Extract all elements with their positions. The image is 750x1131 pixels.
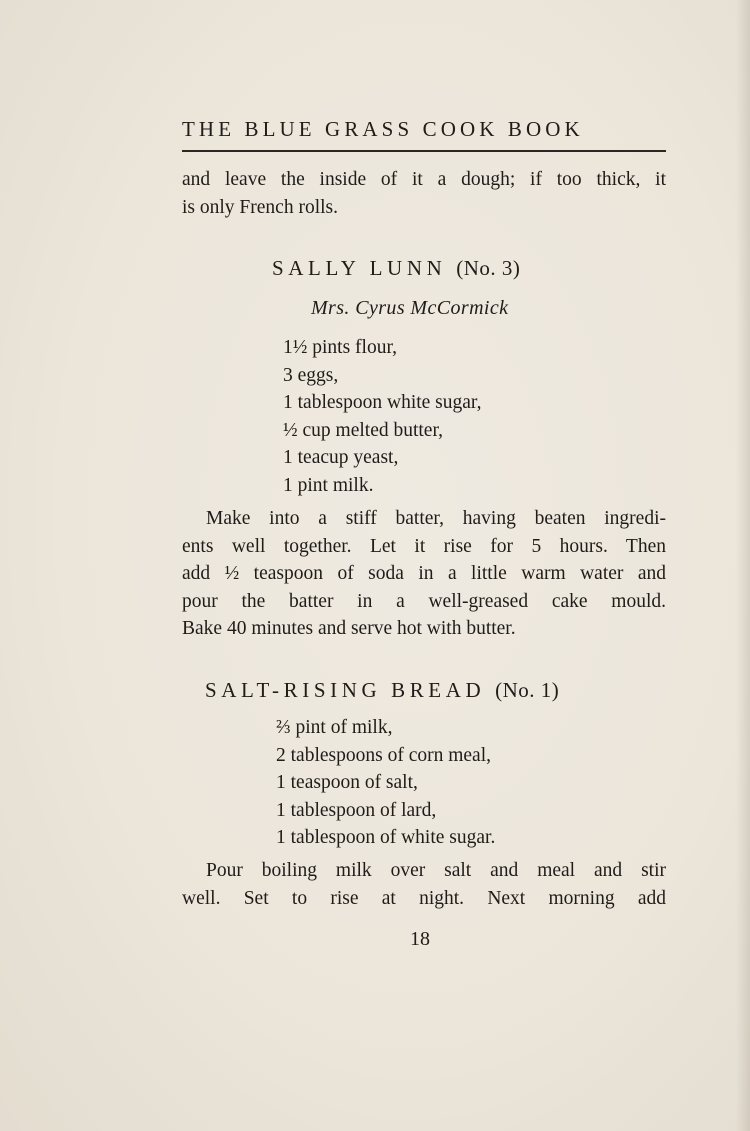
ingredient-qty: 2	[276, 744, 286, 766]
ingredient-qty: 1	[283, 447, 293, 468]
ingredient-text: pints flour,	[312, 337, 398, 358]
ingredient-item	[276, 714, 495, 742]
page-number: 18	[410, 928, 430, 950]
ingredient-list-sally-lunn	[283, 334, 482, 499]
ingredient-text: eggs,	[297, 364, 339, 386]
ingredient-qty: 1½	[283, 337, 308, 358]
ingredient-qty: 1	[276, 799, 286, 821]
ingredient-qty: 1	[283, 474, 293, 496]
ingredient-text: tablespoon of lard,	[290, 799, 437, 821]
intro-paragraph	[182, 166, 666, 221]
ingredient-item	[276, 742, 495, 770]
ingredient-item	[283, 362, 482, 390]
ingredient-text: cup melted butter,	[302, 419, 444, 441]
ingredient-qty: 1	[283, 392, 293, 413]
ingredient-text: tablespoon of white sugar.	[290, 827, 496, 848]
ingredient-item	[283, 444, 482, 472]
intro-line: is only French rolls.	[182, 196, 338, 218]
method-line: pour the batter in a well-greased cake mould.	[182, 590, 666, 612]
ingredient-item	[283, 389, 482, 417]
ingredient-text: pint milk.	[297, 474, 374, 496]
method-paragraph-salt-rising-bread	[182, 857, 666, 912]
ingredient-item	[276, 797, 495, 825]
ingredient-qty: 3	[283, 364, 293, 386]
ingredient-item	[283, 334, 482, 362]
ingredient-item	[283, 472, 482, 500]
running-head: THE BLUE GRASS COOK BOOK	[182, 117, 584, 141]
ingredient-item	[283, 417, 482, 445]
ingredient-list-salt-rising-bread	[276, 714, 495, 852]
method-line: Bake 40 minutes and serve hot with butter.	[182, 618, 516, 639]
ingredient-text: tablespoons of corn meal,	[290, 744, 491, 766]
ingredient-text: teaspoon of salt,	[290, 772, 418, 793]
ingredient-qty: 1	[276, 772, 286, 793]
recipe-title-text: SALT-RISING BREAD	[205, 678, 486, 702]
recipe-title-text: SALLY LUNN	[272, 256, 447, 280]
ingredient-qty: ⅔	[276, 717, 291, 738]
method-line: ents well together. Let it rise for 5 hours. Then	[182, 535, 666, 557]
ingredient-qty: ½	[283, 419, 298, 441]
ingredient-text: teacup yeast,	[297, 447, 399, 468]
page-edge-shadow	[736, 0, 750, 1131]
method-paragraph-sally-lunn	[182, 505, 666, 643]
recipe-title-sally-lunn	[272, 256, 520, 281]
ingredient-text: tablespoon white sugar,	[297, 392, 482, 413]
recipe-title-salt-rising-bread	[205, 678, 559, 703]
header-rule	[182, 150, 666, 152]
ingredient-item	[276, 769, 495, 797]
ingredient-item	[276, 824, 495, 852]
method-line: Pour boiling milk over salt and meal and stir	[206, 860, 666, 881]
recipe-author: Mrs. Cyrus McCormick	[311, 297, 509, 319]
recipe-number: (No. 3)	[456, 256, 521, 280]
ingredient-text: pint of milk,	[295, 717, 393, 738]
method-line: Make into a stiff batter, having beaten ingredi-	[206, 508, 666, 529]
recipe-number: (No. 1)	[495, 678, 560, 702]
method-line: add ½ teaspoon of soda in a little warm water and	[182, 563, 666, 584]
method-line: well. Set to rise at night. Next morning add	[182, 887, 666, 909]
ingredient-qty: 1	[276, 827, 286, 848]
intro-line: and leave the inside of it a dough; if too thick, it	[182, 169, 666, 190]
